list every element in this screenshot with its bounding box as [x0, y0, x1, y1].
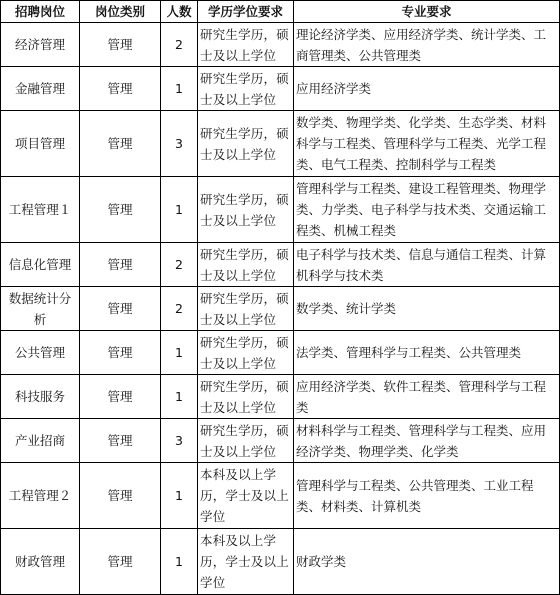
table-row: [1, 375, 560, 419]
position-cell: 产业招商: [1, 419, 80, 463]
count-cell: 2: [161, 243, 198, 287]
table-row: [1, 67, 560, 111]
count-cell: 1: [161, 67, 198, 111]
table-row: [1, 23, 560, 67]
major-cell: 管理科学与工程类、公共管理类、工业工程类、材料类、计算机类: [294, 463, 560, 529]
table-row: [1, 243, 560, 287]
table-row: [1, 177, 560, 243]
category-cell: 管理: [80, 111, 161, 177]
education-cell: 研究生学历，硕士及以上学位: [198, 111, 294, 177]
category-cell: 管理: [80, 375, 161, 419]
category-cell: 管理: [80, 419, 161, 463]
position-cell: 科技服务: [1, 375, 80, 419]
category-cell: 管理: [80, 177, 161, 243]
category-cell: 管理: [80, 287, 161, 331]
table-row: [1, 331, 560, 375]
position-cell: 数据统计分析: [1, 287, 80, 331]
major-cell: 理论经济学类、应用经济学类、统计学类、工商管理类、公共管理类: [294, 23, 560, 67]
table-row: [1, 529, 560, 595]
count-cell: 1: [161, 529, 198, 595]
header-education: 学历学位要求: [198, 1, 294, 23]
count-cell: 3: [161, 419, 198, 463]
count-cell: 1: [161, 331, 198, 375]
education-cell: 研究生学历，硕士及以上学位: [198, 375, 294, 419]
education-cell: 研究生学历，硕士及以上学位: [198, 419, 294, 463]
position-cell: 工程管理１: [1, 177, 80, 243]
table-header-row: [1, 1, 560, 23]
count-cell: 2: [161, 287, 198, 331]
education-cell: 研究生学历，硕士及以上学位: [198, 243, 294, 287]
count-cell: 1: [161, 463, 198, 529]
education-cell: 研究生学历，硕士及以上学位: [198, 177, 294, 243]
category-cell: 管理: [80, 23, 161, 67]
major-cell: 财政学类: [294, 529, 560, 595]
major-cell: 应用经济学类、软件工程类、管理科学与工程类: [294, 375, 560, 419]
position-cell: 项目管理: [1, 111, 80, 177]
position-cell: 工程管理２: [1, 463, 80, 529]
table-row: [1, 287, 560, 331]
education-cell: 研究生学历，硕士及以上学位: [198, 23, 294, 67]
header-category: 岗位类别: [80, 1, 161, 23]
major-cell: 材料科学与工程类、管理科学与工程类、应用经济学类、物理学类、化学类: [294, 419, 560, 463]
education-cell: 本科及以上学历，学士及以上学位: [198, 529, 294, 595]
education-cell: 研究生学历，硕士及以上学位: [198, 331, 294, 375]
position-cell: 信息化管理: [1, 243, 80, 287]
table-row: [1, 419, 560, 463]
category-cell: 管理: [80, 529, 161, 595]
position-cell: 经济管理: [1, 23, 80, 67]
major-cell: 数学类、物理学类、化学类、生态学类、材料科学与工程类、管理科学与工程类、光学工程类、电气工程类、控制科学与工程类: [294, 111, 560, 177]
education-cell: 本科及以上学历，学士及以上学位: [198, 463, 294, 529]
header-position: 招聘岗位: [1, 1, 80, 23]
position-cell: 财政管理: [1, 529, 80, 595]
count-cell: 1: [161, 177, 198, 243]
major-cell: 法学类、管理科学与工程类、公共管理类: [294, 331, 560, 375]
category-cell: 管理: [80, 463, 161, 529]
education-cell: 研究生学历，硕士及以上学位: [198, 67, 294, 111]
major-cell: 电子科学与技术类、信息与通信工程类、计算机科学与技术类: [294, 243, 560, 287]
count-cell: 1: [161, 375, 198, 419]
position-cell: 公共管理: [1, 331, 80, 375]
table-row: [1, 463, 560, 529]
major-cell: 管理科学与工程类、建设工程管理类、物理学类、力学类、电子科学与技术类、交通运输工程类、机械工程类: [294, 177, 560, 243]
major-cell: 应用经济学类: [294, 67, 560, 111]
major-cell: 数学类、统计学类: [294, 287, 560, 331]
header-major: 专业要求: [294, 1, 560, 23]
count-cell: 3: [161, 111, 198, 177]
count-cell: 2: [161, 23, 198, 67]
education-cell: 研究生学历，硕士及以上学位: [198, 287, 294, 331]
position-cell: 金融管理: [1, 67, 80, 111]
category-cell: 管理: [80, 243, 161, 287]
table-row: [1, 111, 560, 177]
category-cell: 管理: [80, 67, 161, 111]
header-count: 人数: [161, 1, 198, 23]
category-cell: 管理: [80, 331, 161, 375]
